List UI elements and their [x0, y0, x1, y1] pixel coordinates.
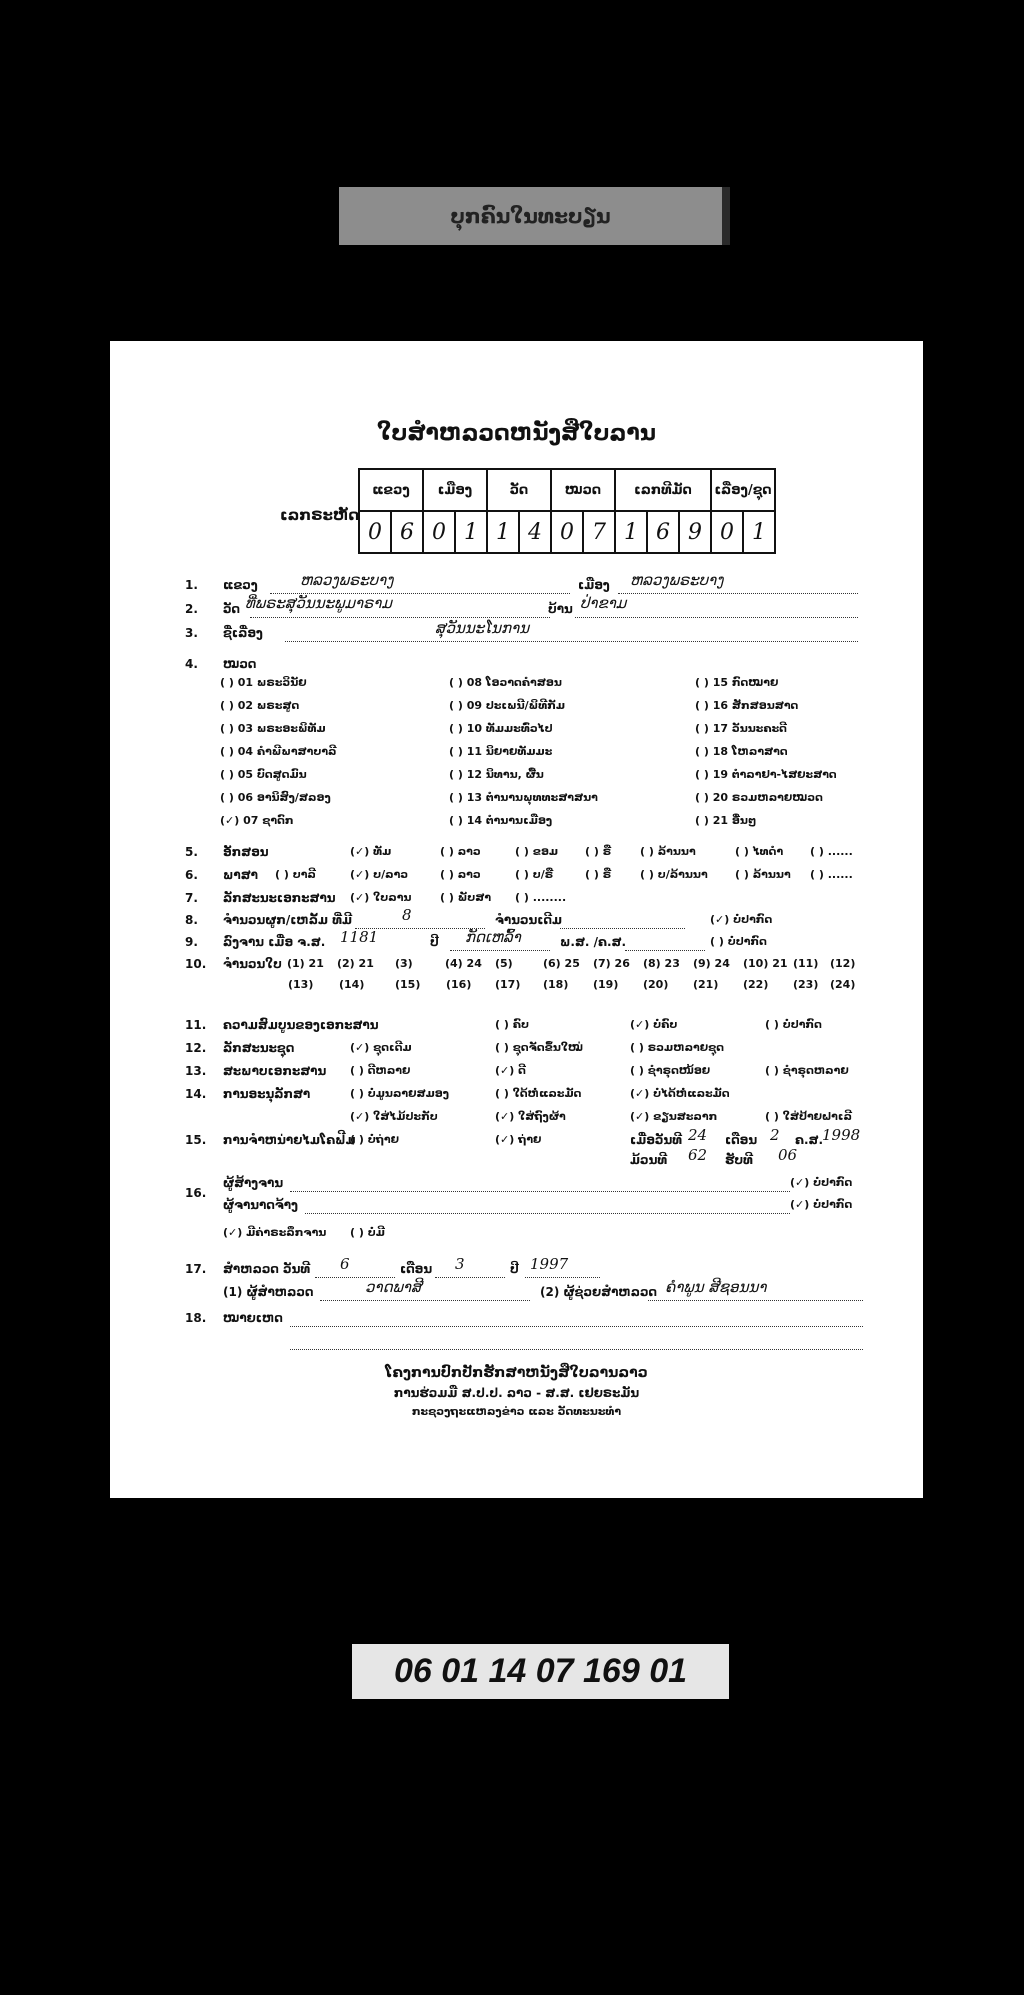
microfilm-frame-label: ຮັບທີ	[725, 1153, 753, 1167]
survey-day: 6	[340, 1255, 350, 1273]
row-number: 13.	[185, 1064, 207, 1078]
conservation-label: ການອະນຸລັກສາ	[223, 1087, 311, 1101]
microfilm-month-label: ເດືອນ	[725, 1133, 758, 1147]
field-temple-label: ວັດ	[223, 602, 241, 616]
dotted-line	[290, 1191, 790, 1192]
script-option: ( ) ລາວ	[440, 845, 481, 858]
row-number: 10.	[185, 957, 207, 971]
set-type-option: ( ) ຣວມຫລາຍຊຸດ	[630, 1041, 725, 1054]
category-option: ( ) 15 ກົດໝາຍ	[695, 676, 779, 689]
language-option: ( ) ບ/ຣື	[515, 868, 554, 881]
survey-form	[110, 341, 923, 1498]
category-option: ( ) 17 ວັນນະຄະດີ	[695, 722, 787, 735]
conservation-option: (✓) ບໍ່ໄດ້ຫໍ່ແລະມັດ	[630, 1087, 730, 1100]
leaf-count-cell: (16)	[446, 978, 472, 991]
code-digit: 0	[551, 511, 583, 553]
category-option: ( ) 13 ຕຳນານພຸທທະສາສນາ	[449, 791, 598, 804]
code-digit: 7	[583, 511, 615, 553]
inscription-year-label: ປີ	[430, 935, 439, 949]
leaf-count-cell: (4) 24	[445, 957, 482, 970]
remarks-label: ໝາຍເຫດ	[223, 1311, 283, 1325]
language-option: ( ) ລ້ານນາ	[735, 868, 791, 881]
category-option: ( ) 02 ພຣະສູດ	[220, 699, 300, 712]
dotted-line	[250, 617, 550, 618]
completeness-option: ( ) ບໍ່ປາກົດ	[765, 1018, 822, 1031]
leaf-count-cell: (8) 23	[643, 957, 680, 970]
assistant-label: (2) ຜູ້ຊ່ວຍສຳຫລວດ	[540, 1285, 658, 1299]
category-option: ( ) 16 ສັກສອນສາດ	[695, 699, 799, 712]
doc-type-option: (✓) ໃບລານ	[350, 891, 412, 904]
creator-label: ຜູ້ສ້າງຈານ	[223, 1176, 284, 1190]
survey-month: 3	[455, 1255, 465, 1273]
set-type-label: ລັກສະນະຊຸດ	[223, 1041, 295, 1055]
scribe-label: ຜູ້ຈານາດຈ້າງ	[223, 1198, 298, 1212]
condition-option: ( ) ຊຳຣຸດຫລາຍ	[765, 1064, 849, 1077]
microfilm-year: 1998	[822, 1126, 861, 1144]
script-option: ( ) ຣື	[585, 845, 612, 858]
dotted-line	[525, 1277, 600, 1278]
script-option: ( ) ລ້ານນາ	[640, 845, 696, 858]
code-table	[358, 468, 776, 554]
language-option: ( ) ບາລີ	[275, 868, 316, 881]
script-option: ( ) ......	[810, 845, 853, 858]
conservation-option: (✓) ໃສ່ໄມ້ປະກັບ	[350, 1110, 438, 1123]
category-option: ( ) 06 ອານິສົງ/ສລອງ	[220, 791, 331, 804]
row-number: 4.	[185, 657, 198, 671]
code-header: ແຂວງ	[359, 469, 423, 511]
script-option: ( ) ໄທດຳ	[735, 845, 784, 858]
row-number: 3.	[185, 626, 198, 640]
conservation-option: ( ) ບໍ່ມູນລາຍສມອງ	[350, 1087, 449, 1100]
language-option: ( ) ......	[810, 868, 853, 881]
row-number: 9.	[185, 935, 198, 949]
inscription-year-value: ກັດເຫລົ້າ	[465, 928, 521, 946]
leaf-count-cell: (10) 21	[743, 957, 788, 970]
leaf-count-cell: (12)	[830, 957, 856, 970]
row-number: 16.	[185, 1186, 207, 1200]
leaf-count-cell: (20)	[643, 978, 669, 991]
conservation-option: (✓) ຂຽນສະລາກ	[630, 1110, 718, 1123]
code-label: ເລກຣະຫັດ	[280, 506, 360, 524]
dotted-line	[290, 1326, 863, 1327]
leaf-count-cell: (11)	[793, 957, 819, 970]
row-number: 15.	[185, 1133, 207, 1147]
assistant-value: ຄຳພູນ ສີຊອນນາ	[665, 1278, 767, 1296]
microfilm-option: (✓) ຖ່າຍ	[495, 1133, 542, 1146]
footer-line-3: ກະຊວງຖະແຫລງຂ່າວ ແລະ ວັດທະນະທຳ	[411, 1405, 622, 1418]
field-village-label: ບ້ານ	[548, 602, 573, 616]
conservation-option: ( ) ໃດ້ຫໍ່ແລະມັດ	[495, 1087, 582, 1100]
leaf-count-cell: (2) 21	[337, 957, 374, 970]
code-digit: 1	[743, 511, 775, 553]
leaf-count-cell: (1) 21	[287, 957, 324, 970]
doc-type-option: ( ) ພັບສາ	[440, 891, 492, 904]
condition-option: (✓) ດີ	[495, 1064, 526, 1077]
microfilm-frame: 06	[778, 1146, 798, 1164]
row-number: 8.	[185, 913, 198, 927]
leaf-count-cell: (21)	[693, 978, 719, 991]
dotted-line	[450, 950, 550, 951]
microfilm-option: ( ) ບໍ່ຖ່າຍ	[350, 1133, 400, 1146]
row-number: 14.	[185, 1087, 207, 1101]
language-option: ( ) ບ/ລ້ານນາ	[640, 868, 708, 881]
row-number: 17.	[185, 1262, 207, 1276]
dotted-line	[435, 1277, 505, 1278]
category-option: ( ) 03 ພຣະອະພິທັມ	[220, 722, 326, 735]
colophon-option: (✓) ມີຄ່າຣະລຶກຈານ	[223, 1226, 327, 1239]
field-category-label: ໝວດ	[223, 657, 257, 671]
category-option: ( ) 11 ນິຍາຍທັມມະ	[449, 745, 553, 758]
language-label: ພາສາ	[223, 868, 258, 882]
category-option: ( ) 19 ຕຳລາຢາ-ໄສຍະສາດ	[695, 768, 837, 781]
row-number: 5.	[185, 845, 198, 859]
leaf-count-cell: (5)	[495, 957, 513, 970]
leaf-count-cell: (9) 24	[693, 957, 730, 970]
code-digit: 1	[455, 511, 487, 553]
surveyor-label: (1) ຜູ້ສຳຫລວດ	[223, 1285, 314, 1299]
microfilm-year-label: ຄ.ສ.	[795, 1133, 824, 1147]
inscription-option: ( ) ບໍ່ປາກົດ	[710, 935, 767, 948]
surveyor-value: ວາດພາສີ	[365, 1278, 422, 1296]
footer-line-1: ໂຄງການປົກປັກຮັກສາຫນັງສືໃບລານລາວ	[385, 1365, 648, 1381]
colophon-option: ( ) ບໍ່ມີ	[350, 1226, 385, 1239]
condition-label: ສະພາບເອກະສານ	[223, 1064, 327, 1078]
code-header: ເລກທີມັດ	[615, 469, 711, 511]
bottom-code-strip: 06 01 14 07 169 01	[352, 1644, 729, 1699]
leaf-count-cell: (18)	[543, 978, 569, 991]
field-province-value: ຫລວງພຣະບາງ	[300, 571, 394, 589]
dotted-line	[320, 1300, 530, 1301]
leaf-count-cell: (23)	[793, 978, 819, 991]
code-header: ວັດ	[487, 469, 551, 511]
dotted-line	[618, 593, 858, 594]
leaf-count-cell: (24)	[830, 978, 856, 991]
row-number: 11.	[185, 1018, 207, 1032]
code-digit: 1	[487, 511, 519, 553]
leaf-count-cell: (3)	[395, 957, 413, 970]
language-option: ( ) ລາວ	[440, 868, 481, 881]
survey-year: 1997	[530, 1255, 569, 1273]
conservation-option: (✓) ໃສ່ຖົງຜ້າ	[495, 1110, 566, 1123]
code-header: ເມືອງ	[423, 469, 487, 511]
code-digit: 6	[647, 511, 679, 553]
code-header: ໝວດ	[551, 469, 615, 511]
microfilm-day: 24	[688, 1126, 708, 1144]
conservation-option: ( ) ໃສ່ປ້າຍຝາເລີ	[765, 1110, 852, 1123]
dotted-line	[290, 1349, 863, 1350]
dotted-line	[575, 617, 858, 618]
script-option: ( ) ຂອມ	[515, 845, 559, 858]
microfilm-roll-label: ມ້ວນທີ	[630, 1153, 668, 1167]
leaf-count-cell: (6) 25	[543, 957, 580, 970]
inscription-label: ລົງຈານ ເມື່ອ ຈ.ສ.	[223, 935, 326, 949]
category-option: ( ) 05 ບົດສູດມົນ	[220, 768, 307, 781]
row-number: 1.	[185, 578, 198, 592]
category-option: ( ) 12 ນິທານ, ຜື້ນ	[449, 768, 544, 781]
survey-date-label: ສຳຫລວດ ວັນທີ	[223, 1262, 311, 1276]
language-option: (✓) ບ/ລາວ	[350, 868, 409, 881]
completeness-option: (✓) ບໍ່ຄົບ	[630, 1018, 678, 1031]
leaf-count-cell: (7) 26	[593, 957, 630, 970]
dotted-line	[305, 1213, 790, 1214]
category-option: ( ) 04 ຄຳພີພາສາບາລີ	[220, 745, 337, 758]
code-digit: 1	[615, 511, 647, 553]
script-option: (✓) ທັມ	[350, 845, 392, 858]
script-label: ອັກສອນ	[223, 845, 269, 859]
category-option: (✓) 07 ຊາດົກ	[220, 814, 294, 827]
code-header-row	[359, 469, 775, 511]
category-option: ( ) 18 ໂຫລາສາດ	[695, 745, 788, 758]
doc-type-label: ລັກສະນະເອກະສານ	[223, 891, 336, 905]
set-type-option: (✓) ຊຸດເດີມ	[350, 1041, 412, 1054]
completeness-option: ( ) ຄົບ	[495, 1018, 529, 1031]
leaf-count-label: ຈຳນວນໃບ	[223, 957, 282, 971]
survey-year-label: ປີ	[510, 1262, 519, 1276]
category-option: ( ) 14 ຕຳນານເມືອງ	[449, 814, 553, 827]
condition-option: ( ) ຊຳຣຸດໜ້ອຍ	[630, 1064, 711, 1077]
row-number: 12.	[185, 1041, 207, 1055]
code-digit: 4	[519, 511, 551, 553]
bundle-count-value: 8	[402, 906, 412, 924]
row-number: 2.	[185, 602, 198, 616]
dotted-line	[648, 1300, 863, 1301]
category-option: ( ) 10 ທັມມະທົ່ວໄປ	[449, 722, 553, 735]
microfilm-label: ການຈຳຫນ່າຍໄມໂຄຟີມ	[223, 1133, 356, 1147]
original-count-label: ຈຳນວນເດີມ	[495, 913, 563, 927]
header-label-strip: ບຸກຄົນໃນທະບຽນ	[339, 187, 730, 245]
form-title: ໃບສຳຫລວດຫນັງສືໃບລານ	[377, 421, 656, 446]
language-option: ( ) ຣື	[585, 868, 612, 881]
category-option: ( ) 20 ຣວມຫລາຍໝວດ	[695, 791, 823, 804]
creator-option: (✓) ບໍ່ປາກົດ	[790, 1176, 853, 1189]
dotted-line	[285, 641, 858, 642]
set-type-option: ( ) ຊຸດຈັດຂຶ້ນໃໝ່	[495, 1041, 583, 1054]
leaf-count-cell: (14)	[339, 978, 365, 991]
microfilm-date-label: ເມື່ອວັນທີ	[630, 1133, 683, 1147]
leaf-count-cell: (22)	[743, 978, 769, 991]
leaf-count-cell: (17)	[495, 978, 521, 991]
leaf-count-cell: (13)	[288, 978, 314, 991]
scribe-option: (✓) ບໍ່ປາກົດ	[790, 1198, 853, 1211]
completeness-label: ຄວາມສົມບູນຂອງເອກະສານ	[223, 1018, 379, 1032]
category-option: ( ) 01 ພຣະວິນັຍ	[220, 676, 307, 689]
dotted-line	[560, 928, 685, 929]
leaf-count-cell: (19)	[593, 978, 619, 991]
code-digit: 0	[359, 511, 391, 553]
code-digit: 0	[711, 511, 743, 553]
row-number: 6.	[185, 868, 198, 882]
code-digit-row	[359, 511, 775, 553]
row-number: 7.	[185, 891, 198, 905]
microfilm-month: 2	[770, 1126, 780, 1144]
field-village-value: ປ່າຂາມ	[580, 594, 627, 612]
inscription-js-value: 1181	[340, 928, 379, 946]
dotted-line	[625, 950, 705, 951]
code-header: ເລື່ອງ/ຊຸດ	[711, 469, 775, 511]
category-option: ( ) 08 ໂອວາດຄຳສອນ	[449, 676, 562, 689]
survey-month-label: ເດືອນ	[400, 1262, 433, 1276]
field-title-label: ຊື່ເລື່ອງ	[223, 626, 263, 640]
row-number: 18.	[185, 1311, 207, 1325]
field-district-label: ເມືອງ	[578, 578, 610, 592]
field-province-label: ແຂວງ	[223, 578, 258, 592]
code-digit: 0	[423, 511, 455, 553]
original-count-option: (✓) ບໍ່ປາກົດ	[710, 913, 773, 926]
category-option: ( ) 21 ອື່ນໆ	[695, 814, 757, 827]
bundle-count-label: ຈຳນວນຜູກ/ເຫລັ້ມ ທີ່ມີ	[223, 913, 353, 927]
field-title-value: ສຸວັນນະໂນການ	[435, 619, 530, 637]
leaf-count-cell: (15)	[395, 978, 421, 991]
inscription-era-label: ພ.ສ. /ຄ.ສ.	[560, 935, 627, 949]
condition-option: ( ) ດີຫລາຍ	[350, 1064, 411, 1077]
code-digit: 6	[391, 511, 423, 553]
footer-line-2: ການຮ່ວມມື ສ.ປ.ປ. ລາວ - ສ.ສ. ເຢຍຣະມັນ	[393, 1386, 640, 1400]
category-option: ( ) 09 ປະເພນີ/ພິທີກັມ	[449, 699, 566, 712]
microfilm-roll: 62	[688, 1146, 708, 1164]
code-digit: 9	[679, 511, 711, 553]
field-temple-value: ທີ່ພຣະສຸວັນນະພູມາຣາມ	[245, 594, 392, 612]
field-district-value: ຫລວງພຣະບາງ	[630, 571, 724, 589]
doc-type-option: ( ) ........	[515, 891, 567, 904]
